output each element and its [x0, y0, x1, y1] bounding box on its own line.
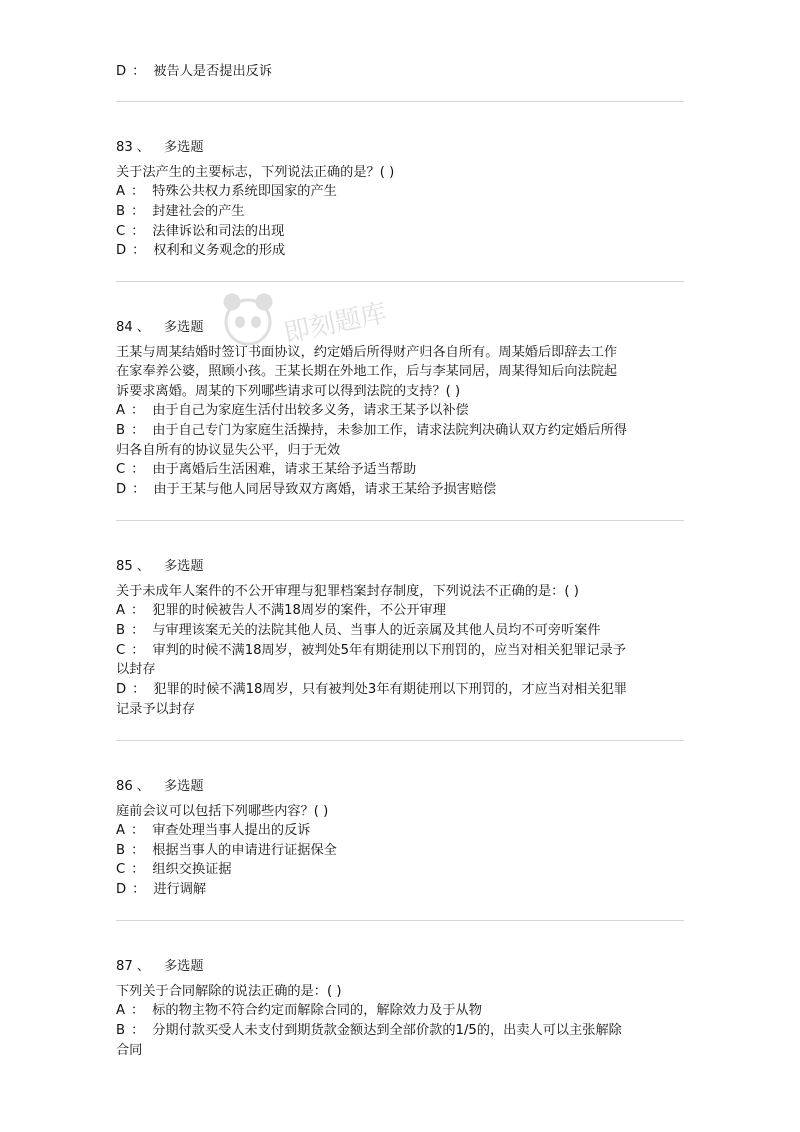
divider [116, 101, 684, 102]
option-text-continued: 合同 [116, 1043, 143, 1058]
question-number: 84 [116, 320, 133, 335]
divider [116, 281, 684, 282]
option-letter: B [116, 623, 126, 638]
option-b [116, 621, 686, 641]
option-text: 被告人是否提出反诉 [153, 64, 273, 79]
option-colon: ： [132, 64, 146, 79]
divider [116, 520, 684, 521]
option-text: 权利和义务观念的形成 [153, 243, 286, 258]
option-d [116, 241, 686, 261]
option-text-continued: 归各自所有的协议显失公平，归于无效 [116, 443, 341, 458]
option-letter: B [116, 423, 126, 438]
question-separator: 、 [136, 320, 150, 335]
option-text: 根据当事人的申请进行证据保全 [152, 843, 337, 858]
option-colon: ： [131, 462, 145, 477]
option-letter: D [116, 64, 127, 79]
option-b [116, 202, 686, 222]
option-a [116, 401, 686, 421]
option-colon: ： [132, 482, 146, 497]
option-letter: A [116, 1003, 126, 1018]
question-header-83 [116, 138, 204, 158]
option-text: 法律诉讼和司法的出现 [152, 224, 285, 239]
option-colon: ： [131, 823, 145, 838]
option-b [116, 1021, 686, 1041]
question-type: 多选题 [163, 779, 204, 794]
option-text: 审判的时候不满18周岁，被判处5年有期徒刑以下刑罚的，应当对相关犯罪记录予 [152, 643, 626, 658]
option-a [116, 182, 686, 202]
option-c [116, 222, 686, 242]
option-text: 特殊公共权力系统即国家的产生 [152, 184, 337, 199]
option-letter: B [116, 204, 126, 219]
option-b [116, 421, 686, 441]
option-letter: A [116, 403, 126, 418]
option-letter: A [116, 184, 126, 199]
option-text: 犯罪的时候不满18周岁，只有被判处3年有期徒刑以下刑罚的，才应当对相关犯罪 [153, 682, 627, 697]
watermark-text: 即刻题库 [281, 298, 390, 350]
option-text: 由于离婚后生活困难，请求王某给予适当帮助 [152, 462, 417, 477]
divider [116, 740, 684, 741]
option-text: 标的物主物不符合约定而解除合同的，解除效力及于从物 [152, 1003, 482, 1018]
option-text: 与审理该案无关的法院其他人员、当事人的近亲属及其他人员均不可旁听案件 [152, 623, 601, 638]
option-d [116, 480, 686, 500]
option-colon: ： [131, 1023, 145, 1038]
option-letter: D [116, 882, 127, 897]
option-colon: ： [132, 682, 146, 697]
option-text: 分期付款买受人未支付到期货款金额达到全部价款的1/5的，出卖人可以主张解除 [152, 1023, 622, 1038]
option-letter: D [116, 243, 127, 258]
option-text-continued: 以封存 [116, 662, 156, 677]
option-text-continued: 记录予以封存 [116, 702, 196, 717]
option-a [116, 1001, 686, 1021]
option-colon: ： [131, 403, 145, 418]
question-separator: 、 [136, 779, 150, 794]
question-stem: 庭前会议可以包括下列哪些内容？( ) [116, 804, 329, 819]
option-letter: C [116, 643, 126, 658]
option-colon: ： [131, 1003, 145, 1018]
option-colon: ： [131, 643, 145, 658]
question-stem: 诉要求离婚。周某的下列哪些请求可以得到法院的支持？( ) [116, 384, 461, 399]
option-letter: A [116, 603, 126, 618]
question-separator: 、 [136, 140, 150, 155]
question-header-85 [116, 557, 204, 577]
question-number: 87 [116, 959, 133, 974]
question-number: 85 [116, 559, 133, 574]
question-stem: 王某与周某结婚时签订书面协议，约定婚后所得财产归各自所有。周某婚后即辞去工作 [116, 345, 618, 360]
question-header-87 [116, 957, 204, 977]
option-text: 审查处理当事人提出的反诉 [152, 823, 311, 838]
option-c [116, 860, 686, 880]
option-text: 封建社会的产生 [152, 204, 245, 219]
option-d [116, 880, 686, 900]
option-b [116, 841, 686, 861]
option-colon: ： [131, 843, 145, 858]
option-text: 进行调解 [153, 882, 207, 897]
option-letter: B [116, 843, 126, 858]
option-colon: ： [131, 862, 145, 877]
option-colon: ： [131, 204, 145, 219]
question-stem: 关于法产生的主要标志，下列说法正确的是？( ) [116, 165, 395, 180]
option-colon: ： [131, 603, 145, 618]
question-header-86 [116, 777, 204, 797]
option-colon: ： [132, 882, 146, 897]
option-text: 犯罪的时候被告人不满18周岁的案件，不公开审理 [152, 603, 446, 618]
question-type: 多选题 [163, 140, 204, 155]
question-type: 多选题 [163, 559, 204, 574]
option-c [116, 460, 686, 480]
option-letter: C [116, 862, 126, 877]
option-colon: ： [131, 184, 145, 199]
question-stem: 关于未成年人案件的不公开审理与犯罪档案封存制度，下列说法不正确的是：( ) [116, 584, 579, 599]
question-type: 多选题 [163, 320, 204, 335]
option-text: 由于自己专门为家庭生活操持，未参加工作，请求法院判决确认双方约定婚后所得 [152, 423, 627, 438]
option-colon: ： [131, 224, 145, 239]
option-a [116, 821, 686, 841]
option-letter: B [116, 1023, 126, 1038]
question-header-84 [116, 318, 204, 338]
option-letter: C [116, 224, 126, 239]
option-letter: A [116, 823, 126, 838]
option-d [116, 680, 686, 700]
question-separator: 、 [136, 959, 150, 974]
question-number: 83 [116, 140, 133, 155]
option-text: 由于自己为家庭生活付出较多义务，请求王某予以补偿 [152, 403, 469, 418]
option-text: 由于王某与他人同居导致双方离婚，请求王某给予损害赔偿 [153, 482, 497, 497]
option-text: 组织交换证据 [152, 862, 232, 877]
question-type: 多选题 [163, 959, 204, 974]
option-colon: ： [131, 623, 145, 638]
divider [116, 920, 684, 921]
option-letter: C [116, 462, 126, 477]
option-letter: D [116, 682, 127, 697]
question-number: 86 [116, 779, 133, 794]
option-colon: ： [132, 243, 146, 258]
prev-option-d [116, 62, 686, 82]
question-separator: 、 [136, 559, 150, 574]
option-letter: D [116, 482, 127, 497]
question-stem: 下列关于合同解除的说法正确的是：( ) [116, 984, 342, 999]
option-colon: ： [131, 423, 145, 438]
option-a [116, 601, 686, 621]
question-stem: 在家奉养公婆，照顾小孩。王某长期在外地工作，后与李某同居，周某得知后向法院起 [116, 364, 618, 379]
option-c [116, 641, 686, 661]
